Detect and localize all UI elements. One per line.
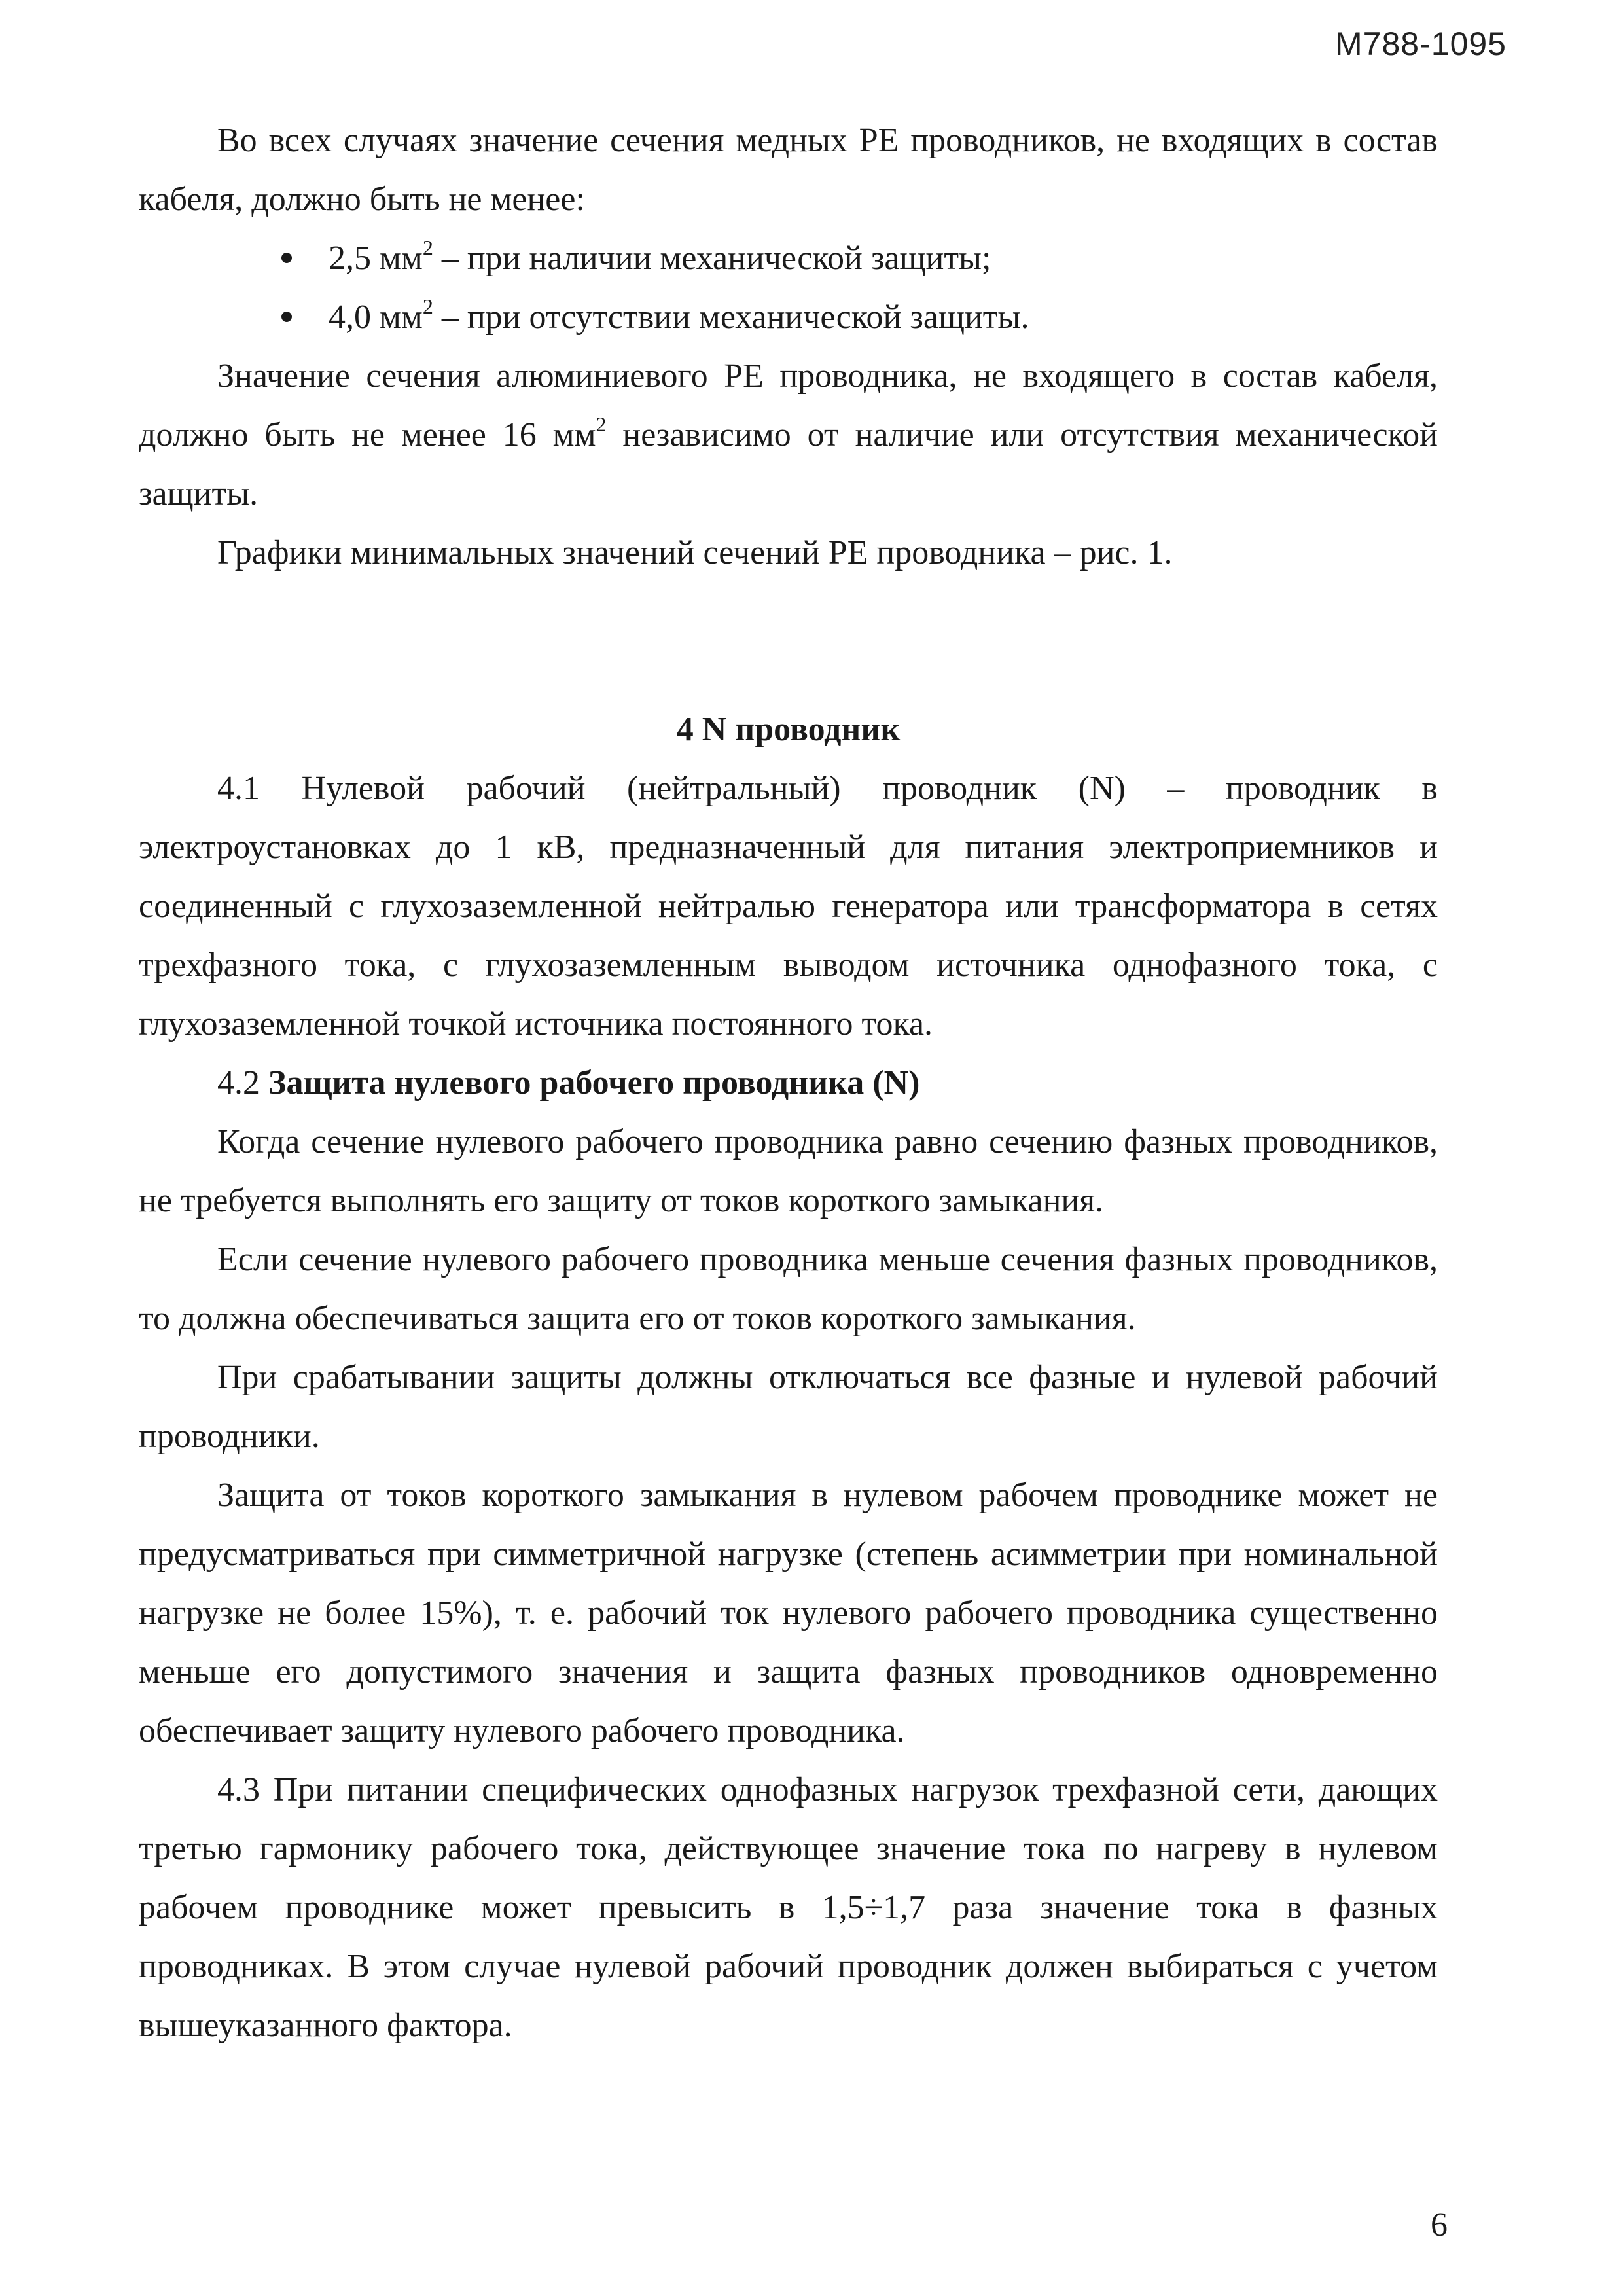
paragraph-4-2-equal-section: Когда сечение нулевого рабочего проводника равно сечению фазных проводников, не требуется выполнять его защиту от токов короткого замыкания. <box>139 1123 1438 1219</box>
document-code: М788-1095 <box>1335 26 1507 62</box>
pe-min-section-list <box>139 229 1438 347</box>
bullet-icon <box>281 253 292 263</box>
list-item: 4,0 $мм^2$ – при отсутствии механической защиты. <box>139 288 1438 347</box>
paragraph-4-2-symmetric-load: Защита от токов короткого замыкания в нулевом рабочем проводнике может не предусматриваться при симметричной нагрузке (степень асимметрии при номинальной нагрузке не более 15%), т. е. рабочий ток нулевого рабочего проводника существенно меньше его допустимого значения и защита фазных проводников одновременно обеспечивает защиту нулевого рабочего проводника. <box>139 1477 1438 1749</box>
pe-intro-paragraph: Во всех случаях значение сечения медных PE проводников, не входящих в состав кабеля, должно быть не менее: <box>139 122 1438 218</box>
paragraph-4-1: 4.1 Нулевой рабочий (нейтральный) проводник (N) – проводник в электроустановках до 1 кВ, предназначенный для питания электроприемников и соединенный с глухозаземленной нейтралью генератора или трансформатора в сетях трехфазного тока, с глухозаземленным выводом источника однофазного тока, с глухозаземленной точкой источника постоянного тока. <box>139 770 1438 1043</box>
paragraph-4-3: 4.3 При питании специфических однофазных нагрузок трехфазной сети, дающих третью гармонику рабочего тока, действующее значение тока по нагреву в нулевом рабочем проводнике может превысить в 1,5÷1,7 раза значение тока в фазных проводниках. В этом случае нулевой рабочий проводник должен выбираться с учетом вышеуказанного фактора. <box>139 1771 1438 2044</box>
graphs-reference-paragraph: Графики минимальных значений сечений PE проводника – рис. 1. <box>217 534 1173 571</box>
paragraph-4-2-disconnect: При срабатывании защиты должны отключаться все фазные и нулевой рабочий проводники. <box>139 1359 1438 1455</box>
bullet-icon <box>281 312 292 322</box>
list-item: 2,5 $мм^2$ – при наличии механической защиты; <box>139 229 1438 288</box>
section-heading: 4 N проводник <box>676 711 901 748</box>
page-number: 6 <box>1431 2206 1448 2244</box>
document-body <box>139 111 1438 2055</box>
aluminium-pe-paragraph: Значение сечения алюминиевого PE проводника, не входящего в состав кабеля, должно быть не менее 16 $мм^2$ независимо от наличие или отсутствия механической защиты. <box>139 357 1438 512</box>
subsection-heading-4-2: 4.2 Защита нулевого рабочего проводника (N) <box>217 1064 920 1102</box>
paragraph-4-2-smaller-section: Если сечение нулевого рабочего проводника меньше сечения фазных проводников, то должна обеспечиваться защита его от токов короткого замыкания. <box>139 1241 1438 1337</box>
